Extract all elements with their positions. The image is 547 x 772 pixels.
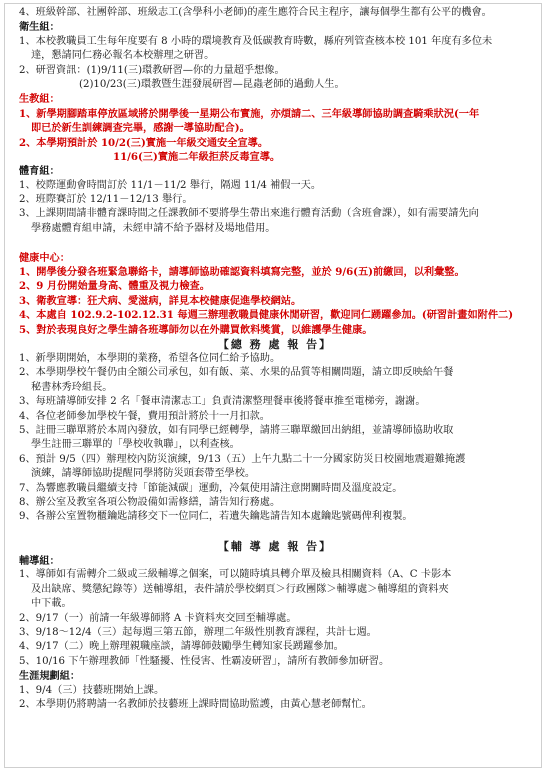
list-item-continuation: 學生註冊三聯單的「學校收執聯」，以利查核。 xyxy=(31,439,240,451)
list-item: 8、辦公室及教室各項公物設備如需修繕，請告知行務處。 xyxy=(19,496,281,508)
list-item: 2、9/17（一）前請一年級導師將 A 卡資料夾交回至輔導處。 xyxy=(19,612,297,624)
text-line: 3、衛教宣導：狂犬病、愛滋病，詳見本校健康促進學校網站。 xyxy=(19,294,302,307)
guidance-banner: 【輔 導 處 報 告】 xyxy=(217,540,333,554)
text-line: 學務處體育組申請，未經申請不給予器材及場地借用。 xyxy=(31,222,276,234)
text-line: 2、班際賽訂於 12/11－12/13 舉行。 xyxy=(19,194,193,206)
text-line: 1、校際運動會時間訂於 11/1－11/2 舉行，隔週 11/4 補假一天。 xyxy=(19,179,322,191)
document-content xyxy=(19,6,531,712)
text-line: 4、本處自 102.9.2-102.12.31 每週三辦理教職員健康休閒研習，歡迎同仁踴躍參加。(研習計畫如附件二) xyxy=(19,309,514,322)
list-item: 3、9/18～12/4（三）起每週三第五節，辦理二年級性別教育課程，共計七週。 xyxy=(19,627,377,639)
text-line: 3、上課期間請非體育課時間之任課教師不要將學生帶出來進行體育活動（含班會課），如有需要請先向 xyxy=(19,208,479,220)
text-line: 11/6(三)實施二年級拒菸反毒宣導。 xyxy=(113,150,281,163)
text-line: 即已於新生訓練調查完畢，感謝一導協助配合)。 xyxy=(31,122,250,135)
text-line: 2、研習資訊：(1)9/11(三)環教研習—你的力量超乎想像。 xyxy=(19,64,285,76)
section-heading: 輔導組： xyxy=(19,555,60,568)
list-item: 2、本學期學校午餐仍由全額公司承包，如有飯、菜、水果的品質等相關問題，請立即反映給午餐 xyxy=(19,367,454,379)
section-heading: 生教組： xyxy=(19,93,60,106)
document-page xyxy=(4,3,542,768)
list-item: 5、10/16 下午辦理教師「性騷擾、性侵害、性霸凌研習」，請所有教師參加研習。 xyxy=(19,655,390,667)
text-line: 4、班級幹部、社團幹部、班級志工(含學科小老師)的產生應符合民主程序，讓每個學生都有公平的機會。 xyxy=(19,7,492,18)
section-heading: 生涯規劃組： xyxy=(19,670,81,683)
list-item: 1、9/4（三）技藝班開始上課。 xyxy=(19,684,165,696)
section-heading: 體育組： xyxy=(19,165,60,178)
text-line: 達，懇請同仁務必報名本校辦理之研習。 xyxy=(31,50,215,62)
list-item: 9、各辦公室置物櫃鑰匙請移交下一位同仁，若遺失鑰匙請告知本處鑰匙號碼俾利複製。 xyxy=(19,511,413,523)
text-line: (2)10/23(三)環教暨生涯發展研習—昆蟲老師的過動人生。 xyxy=(79,78,345,90)
list-item: 3、每班請導師安排 2 名「餐車清潔志工」負責清潔整理餐車後將餐車推至電梯旁，謝謝。 xyxy=(19,396,426,408)
list-item: 4、各位老師參加學校午餐，費用預計將於十一月扣款。 xyxy=(19,410,270,422)
text-line: 2、9 月份開始量身高、體重及視力檢查。 xyxy=(19,280,210,293)
section-heading: 衛生組： xyxy=(19,21,60,34)
spacer xyxy=(19,236,531,250)
list-item-continuation: 中下載。 xyxy=(31,598,72,610)
text-line: 5、對於表現良好之學生請各班導師勿以在外購買飲料獎賞，以維護學生健康。 xyxy=(19,323,373,336)
list-item: 1、導師如有需轉介二級或三級輔導之個案，可以隨時填具轉介單及檢具相關資料（A、C 卡影本 xyxy=(19,569,452,581)
text-line: 2、本學期預計於 10/2(三)實施一年級交通安全宣導。 xyxy=(19,136,269,149)
text-line: 1、新學期腳踏車停放區域將於開學後一星期公布實施，亦煩請二、三年級導師協助調查騎乘狀況(一年 xyxy=(19,107,480,120)
list-item-continuation: 及出缺席、獎懲紀錄等）送輔導組，表件請於學校網頁＞行政團隊＞輔導處＞輔導組的資料夾 xyxy=(31,583,449,595)
list-item: 5、註冊三聯單將於本周內發放，如有同學已經轉學，請將三聯單繳回出納組，並請導師協助收取 xyxy=(19,424,454,436)
list-item: 6、預計 9/5（四）辦理校內防災演練，9/13（五）上午九點二十一分國家防災日校園地震避難掩護 xyxy=(19,453,466,465)
spacer xyxy=(19,525,531,539)
section-heading: 健康中心： xyxy=(19,251,70,264)
text-line: 1、本校教職員工生每年度要有 8 小時的環境教育及低碳教育時數，縣府列管查核本校 101 年度有多位未 xyxy=(19,35,493,47)
general-affairs-banner: 【總 務 處 報 告】 xyxy=(217,337,333,351)
list-item: 7、為響應教職員繼續支持「節能減碳」運動，冷氣使用請注意開關時間及溫度設定。 xyxy=(19,482,403,494)
list-item: 2、本學期仍將聘請一名教師於技藝班上課時間協助監護，由黃心慧老師幫忙。 xyxy=(19,698,372,710)
list-item: 4、9/17（二）晚上辦理親職座談，請導師鼓勵學生轉知家長踴躍參加。 xyxy=(19,641,344,653)
list-item-continuation: 演練，請導師協助提醒同學將防災頭套帶至學校。 xyxy=(31,468,256,480)
list-item: 1、新學期開始，本學期的業務，希望各位同仁給予協助。 xyxy=(19,352,281,364)
text-line: 1、開學後分發各班緊急聯絡卡，請導師協助確認資料填寫完整，並於 9/6(五)前繳回，以利彙整。 xyxy=(19,266,465,279)
list-item-continuation: 秘書林秀玲組長。 xyxy=(31,381,113,393)
